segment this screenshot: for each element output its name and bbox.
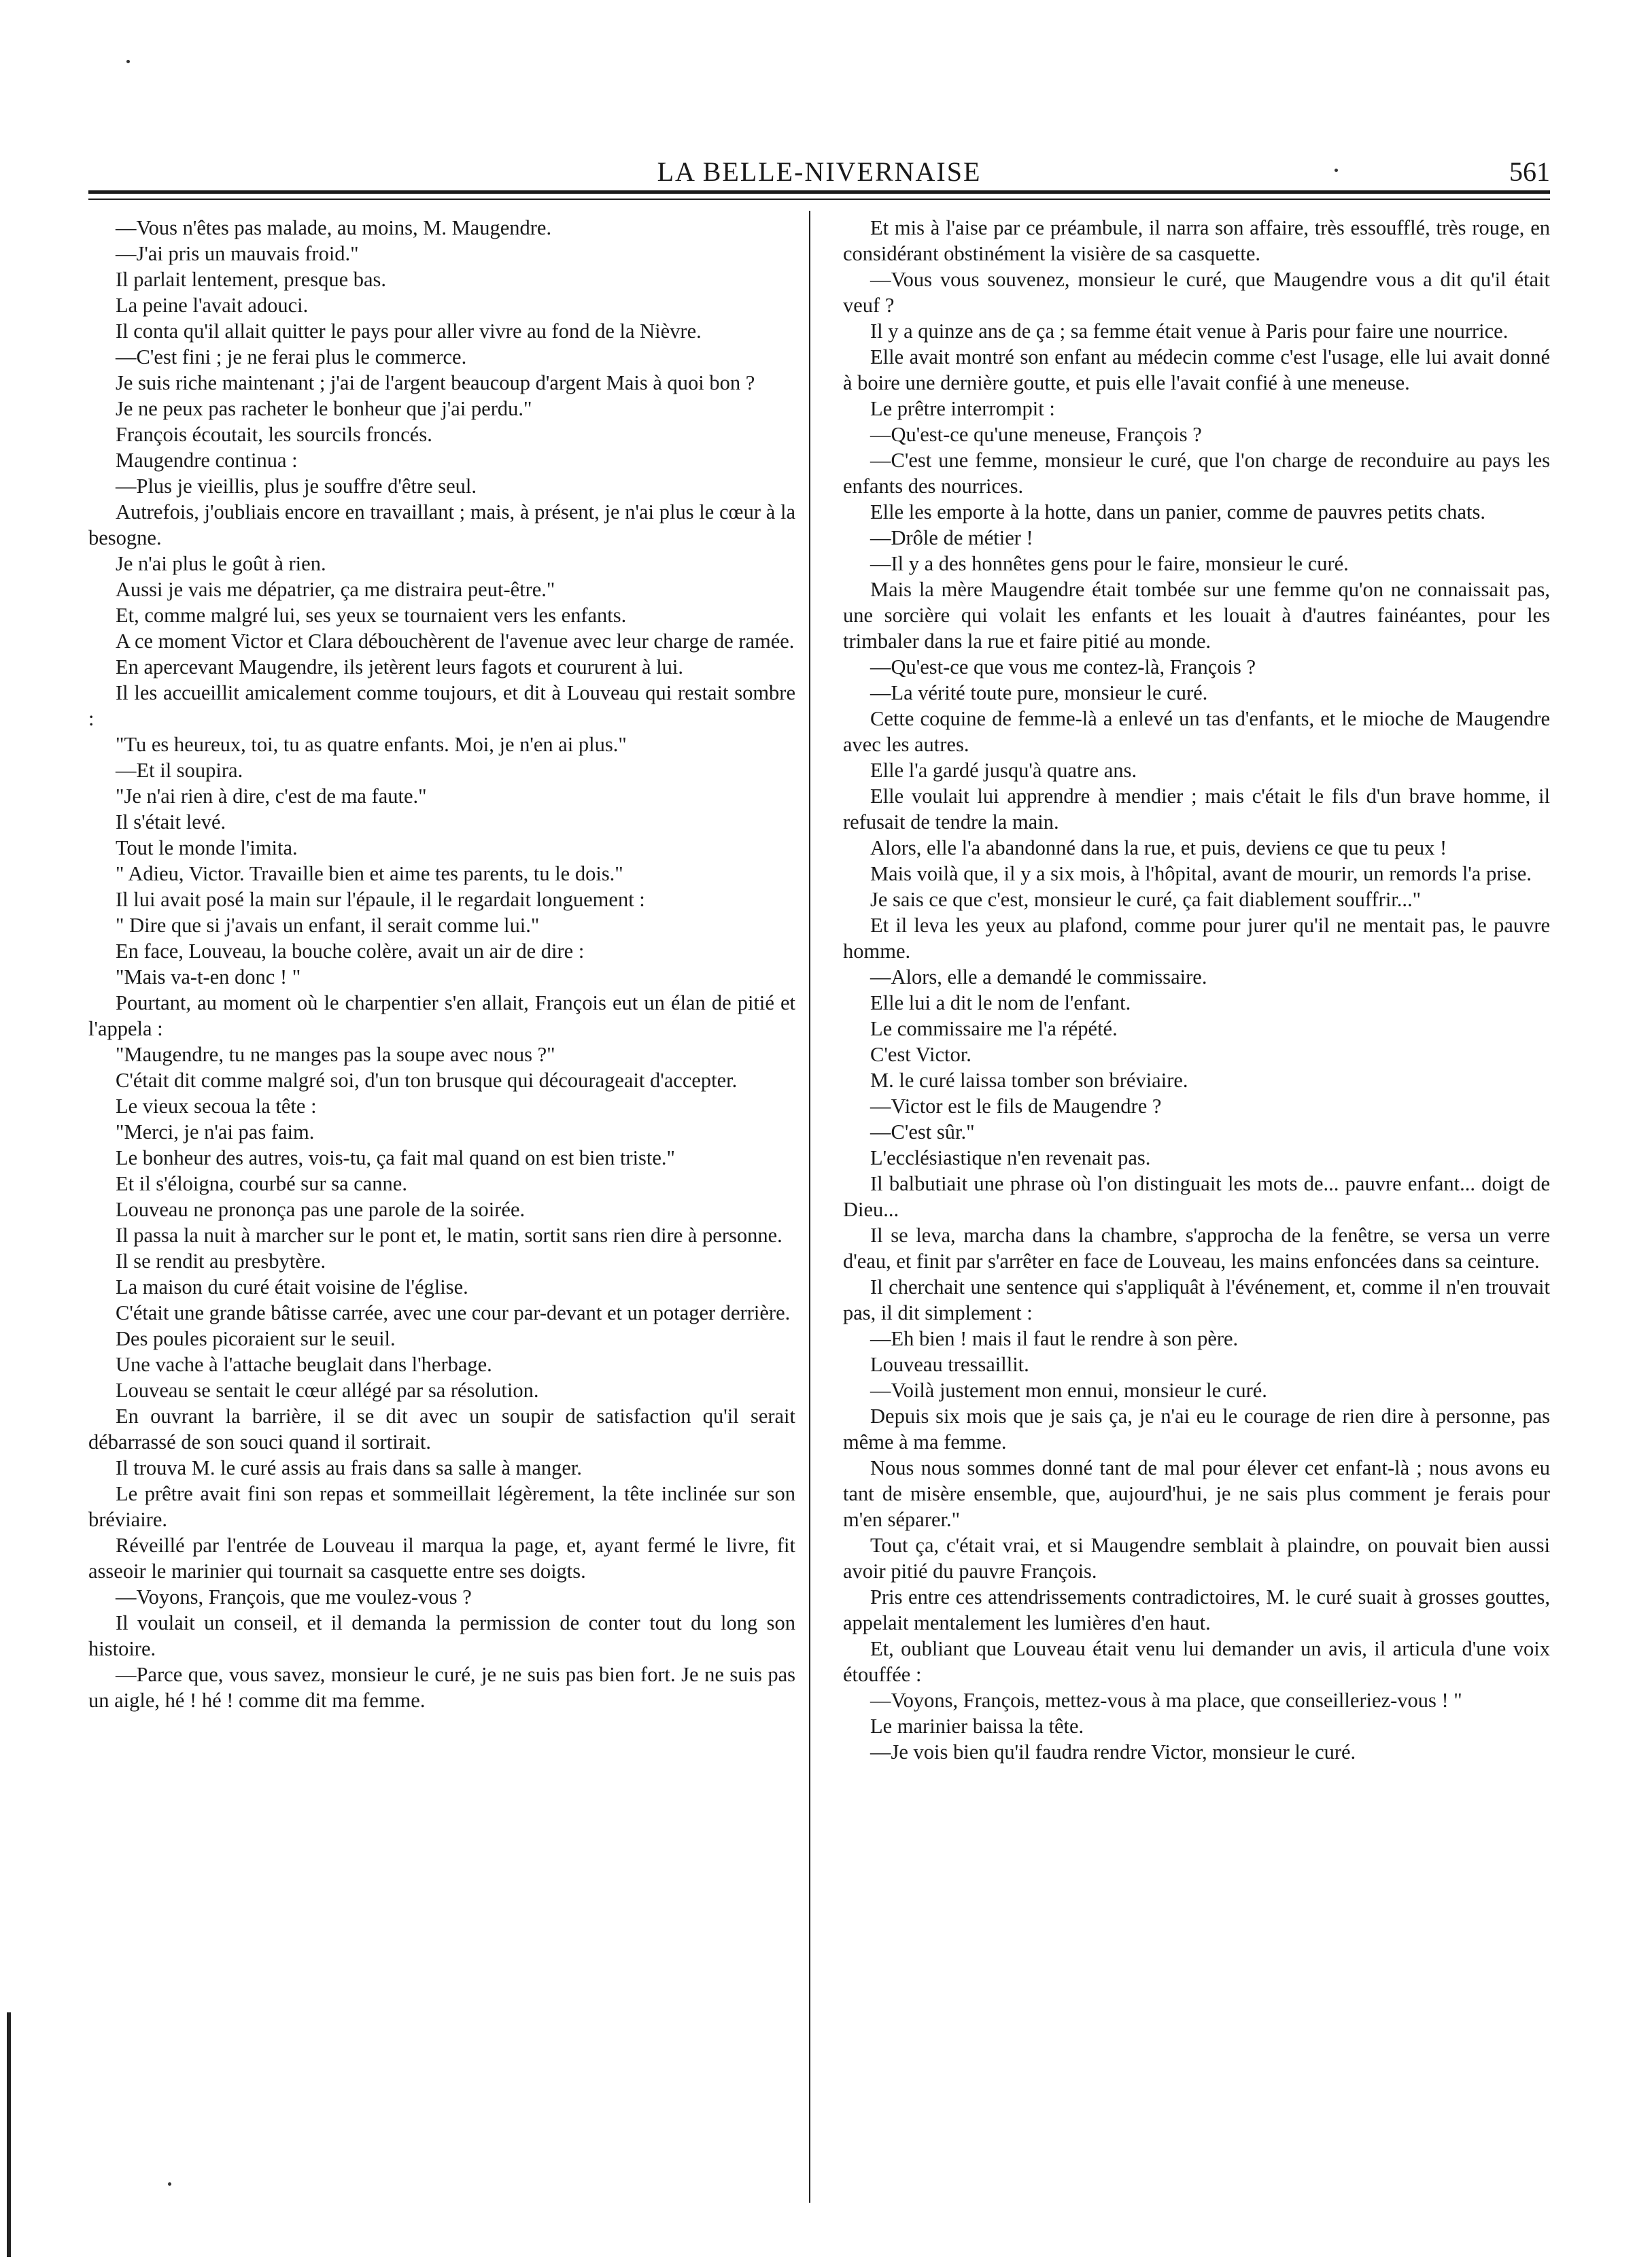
paragraph: —Plus je vieillis, plus je souffre d'être seul. xyxy=(116,475,477,498)
paragraph: Je suis riche maintenant ; j'ai de l'argent beaucoup d'argent Mais à quoi bon ? xyxy=(116,371,755,394)
paragraph: Pourtant, au moment où le charpentier s'en allait, François eut un élan de pitié et l'appela : xyxy=(88,991,795,1040)
paragraph: Il se rendit au presbytère. xyxy=(116,1250,326,1273)
paragraph: —Vous n'êtes pas malade, au moins, M. Maugendre. xyxy=(116,216,552,239)
paragraph: —Drôle de métier ! xyxy=(870,526,1033,549)
paragraph: Il s'était levé. xyxy=(116,810,226,834)
paragraph: Il balbutiait une phrase où l'on distinguait les mots de... pauvre enfant... doigt de Dieu... xyxy=(843,1172,1550,1221)
paragraph: En apercevant Maugendre, ils jetèrent leurs fagots et coururent à lui. xyxy=(116,655,684,678)
print-speck xyxy=(168,2182,171,2186)
paragraph: Autrefois, j'oubliais encore en travaillant ; mais, à présent, je n'ai plus le cœur à la besogne. xyxy=(88,500,795,549)
paragraph: —Qu'est-ce que vous me contez-là, François ? xyxy=(870,655,1256,678)
paragraph: —C'est fini ; je ne ferai plus le commerce. xyxy=(116,345,467,368)
paragraph: Il parlait lentement, presque bas. xyxy=(116,268,387,291)
paragraph: Il les accueillit amicalement comme toujours, et dit à Louveau qui restait sombre : xyxy=(88,681,795,730)
paragraph: Je sais ce que c'est, monsieur le curé, ça fait diablement souffrir..." xyxy=(870,888,1422,911)
paragraph: Il se leva, marcha dans la chambre, s'approcha de la fenêtre, se versa un verre d'eau, et finit par s'arrêter en face de Louveau, les mains enfoncées dans sa ceinture. xyxy=(843,1224,1550,1273)
paragraph: "Merci, je n'ai pas faim. xyxy=(116,1120,315,1144)
paragraph: " Adieu, Victor. Travaille bien et aime tes parents, tu le dois." xyxy=(116,862,623,885)
left-column xyxy=(88,215,795,1713)
paragraph: "Mais va-t-en donc ! " xyxy=(116,965,301,989)
paragraph: A ce moment Victor et Clara débouchèrent de l'avenue avec leur charge de ramée. xyxy=(116,630,795,653)
paragraph: Et mis à l'aise par ce préambule, il narra son affaire, très essoufflé, très rouge, en considérant obstinément la visière de sa casquette. xyxy=(843,216,1550,265)
paragraph: Nous nous sommes donné tant de mal pour élever cet enfant-là ; nous avons eu tant de misère ensemble, que, aujourd'hui, je ne sais plus comment je ferais pour m'en séparer." xyxy=(843,1456,1550,1531)
paragraph: —Voyons, François, que me voulez-vous ? xyxy=(116,1585,472,1609)
paragraph: Le prêtre interrompit : xyxy=(870,397,1055,420)
column-divider xyxy=(809,211,810,2203)
paragraph: Il lui avait posé la main sur l'épaule, il le regardait longuement : xyxy=(116,888,645,911)
paragraph: Elle avait montré son enfant au médecin comme c'est l'usage, elle lui avait donné à boire une dernière goutte, et puis elle l'avait confié à une meneuse. xyxy=(843,345,1550,394)
paragraph: —Victor est le fils de Maugendre ? xyxy=(870,1095,1162,1118)
paragraph: Mais voilà que, il y a six mois, à l'hôpital, avant de mourir, un remords l'a prise. xyxy=(870,862,1532,885)
paragraph: —J'ai pris un mauvais froid." xyxy=(116,242,359,265)
paragraph: "Tu es heureux, toi, tu as quatre enfants. Moi, je n'en ai plus." xyxy=(116,733,627,756)
paragraph: C'est Victor. xyxy=(870,1043,971,1066)
print-speck xyxy=(1335,169,1338,172)
paragraph: Elle l'a gardé jusqu'à quatre ans. xyxy=(870,759,1137,782)
paragraph: Tout ça, c'était vrai, et si Maugendre semblait à plaindre, on pouvait bien aussi avoir pitié du pauvre François. xyxy=(843,1534,1550,1583)
paragraph: C'était dit comme malgré soi, d'un ton brusque qui décourageait d'accepter. xyxy=(116,1069,738,1092)
paragraph: Depuis six mois que je sais ça, je n'ai eu le courage de rien dire à personne, pas même à ma femme. xyxy=(843,1405,1550,1454)
paragraph: Il conta qu'il allait quitter le pays pour aller vivre au fond de la Nièvre. xyxy=(116,320,702,343)
binding-edge-mark xyxy=(7,2012,11,2257)
paragraph: Il passa la nuit à marcher sur le pont et, le matin, sortit sans rien dire à personne. xyxy=(116,1224,782,1247)
paragraph: —Parce que, vous savez, monsieur le curé, je ne suis pas bien fort. Je ne suis pas un aigle, hé ! hé ! comme dit ma femme. xyxy=(88,1663,795,1712)
paragraph: Le vieux secoua la tête : xyxy=(116,1095,317,1118)
paragraph: —C'est une femme, monsieur le curé, que l'on charge de reconduire au pays les enfants des nourrices. xyxy=(843,449,1550,498)
paragraph: —La vérité toute pure, monsieur le curé. xyxy=(870,681,1208,704)
paragraph: —Voilà justement mon ennui, monsieur le curé. xyxy=(870,1379,1267,1402)
paragraph: La peine l'avait adouci. xyxy=(116,294,309,317)
paragraph: L'ecclésiastique n'en revenait pas. xyxy=(870,1146,1151,1169)
paragraph: Louveau ne prononça pas une parole de la soirée. xyxy=(116,1198,526,1221)
paragraph: Cette coquine de femme-là a enlevé un tas d'enfants, et le mioche de Maugendre avec les autres. xyxy=(843,707,1550,756)
paragraph: Maugendre continua : xyxy=(116,449,298,472)
paragraph: Je ne peux pas racheter le bonheur que j'ai perdu." xyxy=(116,397,532,420)
paragraph: —C'est sûr." xyxy=(870,1120,975,1144)
header-rule-thick xyxy=(88,190,1550,194)
paragraph: Elle voulait lui apprendre à mendier ; mais c'était le fils d'un brave homme, il refusait de tendre la main. xyxy=(843,785,1550,834)
paragraph: —Vous vous souvenez, monsieur le curé, que Maugendre vous a dit qu'il était veuf ? xyxy=(843,268,1550,317)
paragraph: Alors, elle l'a abandonné dans la rue, et puis, deviens ce que tu peux ! xyxy=(870,836,1447,859)
paragraph: Tout le monde l'imita. xyxy=(116,836,298,859)
paragraph: —Il y a des honnêtes gens pour le faire, monsieur le curé. xyxy=(870,552,1349,575)
paragraph: "Je n'ai rien à dire, c'est de ma faute." xyxy=(116,785,427,808)
paragraph: Le commissaire me l'a répété. xyxy=(870,1017,1118,1040)
paragraph: Il cherchait une sentence qui s'appliquât à l'événement, et, comme il n'en trouvait pas, il dit simplement : xyxy=(843,1275,1550,1324)
paragraph: "Maugendre, tu ne manges pas la soupe avec nous ?" xyxy=(116,1043,555,1066)
right-column xyxy=(843,215,1550,1765)
paragraph: En face, Louveau, la bouche colère, avait un air de dire : xyxy=(116,940,585,963)
paragraph: Mais la mère Maugendre était tombée sur une femme qu'on ne connaissait pas, une sorcière qui volait les enfants et les louait à d'autres fainéantes, pour les trimbaler dans la rue et faire pitié au monde. xyxy=(843,578,1550,653)
paragraph: Je n'ai plus le goût à rien. xyxy=(116,552,326,575)
paragraph: Pris entre ces attendrissements contradictoires, M. le curé suait à grosses gouttes, appelait mentalement les lumières d'en haut. xyxy=(843,1585,1550,1634)
paragraph: Il y a quinze ans de ça ; sa femme était venue à Paris pour faire une nourrice. xyxy=(870,320,1509,343)
print-speck xyxy=(126,60,130,63)
paragraph: François écoutait, les sourcils froncés. xyxy=(116,423,432,446)
paragraph: —Qu'est-ce qu'une meneuse, François ? xyxy=(870,423,1202,446)
paragraph: Elle les emporte à la hotte, dans un panier, comme de pauvres petits chats. xyxy=(870,500,1486,523)
paragraph: —Eh bien ! mais il faut le rendre à son père. xyxy=(870,1327,1239,1350)
paragraph: En ouvrant la barrière, il se dit avec un soupir de satisfaction qu'il serait débarrassé de son souci quand il sortirait. xyxy=(88,1405,795,1454)
page-number: 561 xyxy=(1509,156,1550,187)
paragraph: Et il s'éloigna, courbé sur sa canne. xyxy=(116,1172,407,1195)
paragraph: —Je vois bien qu'il faudra rendre Victor, monsieur le curé. xyxy=(870,1740,1356,1764)
paragraph: Aussi je vais me dépatrier, ça me distraira peut-être." xyxy=(116,578,555,601)
paragraph: Et, oubliant que Louveau était venu lui demander un avis, il articula d'une voix étouffée : xyxy=(843,1637,1550,1686)
paragraph: Le bonheur des autres, vois-tu, ça fait mal quand on est bien triste." xyxy=(116,1146,676,1169)
paragraph: Le prêtre avait fini son repas et sommeillait légèrement, la tête inclinée sur son bréviaire. xyxy=(88,1482,795,1531)
paragraph: Il voulait un conseil, et il demanda la permission de conter tout du long son histoire. xyxy=(88,1611,795,1660)
header-rule-thin xyxy=(88,199,1550,200)
paragraph: La maison du curé était voisine de l'église. xyxy=(116,1275,468,1299)
paragraph: —Voyons, François, mettez-vous à ma place, que conseilleriez-vous ! " xyxy=(870,1689,1462,1712)
paragraph: Le marinier baissa la tête. xyxy=(870,1715,1084,1738)
paragraph: Louveau tressaillit. xyxy=(870,1353,1029,1376)
paragraph: Et il leva les yeux au plafond, comme pour jurer qu'il ne mentait pas, le pauvre homme. xyxy=(843,914,1550,963)
paragraph: " Dire que si j'avais un enfant, il serait comme lui." xyxy=(116,914,540,937)
paragraph: C'était une grande bâtisse carrée, avec une cour par-devant et un potager derrière. xyxy=(116,1301,791,1324)
paragraph: Il trouva M. le curé assis au frais dans sa salle à manger. xyxy=(116,1456,583,1479)
paragraph: Louveau se sentait le cœur allégé par sa résolution. xyxy=(116,1379,539,1402)
paragraph: —Alors, elle a demandé le commissaire. xyxy=(870,965,1207,989)
paragraph: Des poules picoraient sur le seuil. xyxy=(116,1327,396,1350)
paragraph: Et, comme malgré lui, ses yeux se tournaient vers les enfants. xyxy=(116,604,627,627)
page-header xyxy=(88,155,1550,196)
paragraph: —Et il soupira. xyxy=(116,759,243,782)
paragraph: M. le curé laissa tomber son bréviaire. xyxy=(870,1069,1188,1092)
running-title: LA BELLE-NIVERNAISE xyxy=(657,156,982,187)
paragraph: Elle lui a dit le nom de l'enfant. xyxy=(870,991,1131,1014)
paragraph: Réveillé par l'entrée de Louveau il marqua la page, et, ayant fermé le livre, fit asseoir le marinier qui tournait sa casquette entre ses doigts. xyxy=(88,1534,795,1583)
paragraph: Une vache à l'attache beuglait dans l'herbage. xyxy=(116,1353,492,1376)
